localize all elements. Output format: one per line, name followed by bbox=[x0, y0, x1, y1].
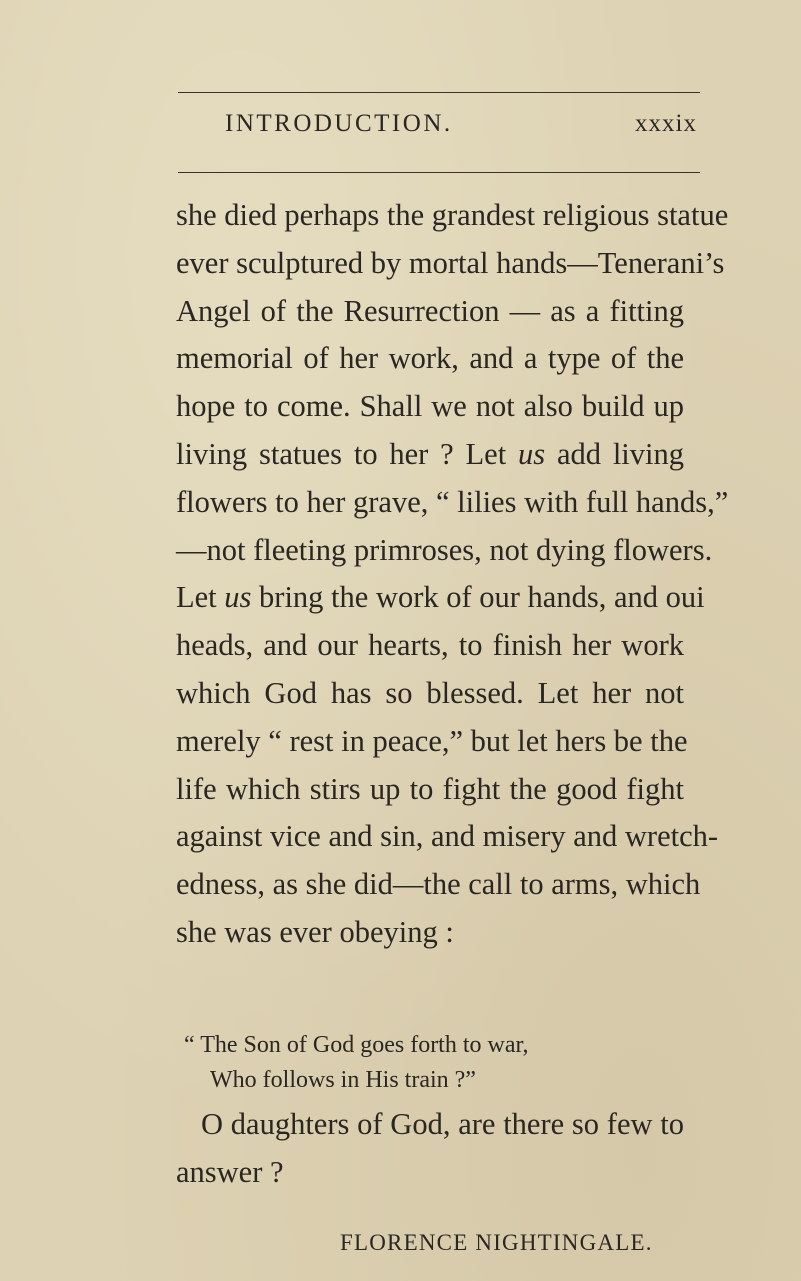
verse-quotation bbox=[176, 1028, 684, 1098]
verse-line: Who follows in His train ?” bbox=[210, 1067, 476, 1093]
author-signature: FLORENCE NIGHTINGALE. bbox=[340, 1230, 653, 1255]
body-paragraph bbox=[176, 192, 729, 957]
text-segment: Let bbox=[176, 580, 225, 615]
page-number: xxxix bbox=[635, 110, 697, 137]
text-line: heads, and our hearts, to finish her work bbox=[176, 628, 684, 663]
text-line: answer ? bbox=[176, 1154, 284, 1189]
italic-word: us bbox=[224, 580, 252, 615]
text-segment: bring the work of our hands, and oui bbox=[251, 580, 705, 615]
running-header bbox=[178, 110, 700, 150]
text-line: —not fleeting primroses, not dying flowers. bbox=[176, 532, 713, 567]
text-segment: add living bbox=[545, 436, 684, 471]
text-line: memorial of her work, and a type of the bbox=[176, 341, 684, 376]
text-line: which God has so blessed. Let her not bbox=[176, 675, 684, 710]
text-line: she died perhaps the grandest religious statue bbox=[176, 198, 729, 232]
text-segment: living statues to her ? Let bbox=[176, 436, 518, 471]
text-line: merely “ rest in peace,” but let hers be the bbox=[176, 723, 688, 758]
text-line: flowers to her grave, “ lilies with full hands,” bbox=[176, 484, 729, 519]
italic-word: us bbox=[518, 436, 546, 471]
text-line: Angel of the Resurrection — as a fitting bbox=[176, 293, 684, 328]
running-title: INTRODUCTION. bbox=[225, 110, 453, 137]
text-line: edness, as she did—the call to arms, which bbox=[176, 867, 701, 902]
text-line bbox=[176, 431, 684, 479]
text-line: life which stirs up to fight the good fight bbox=[176, 771, 684, 806]
header-bottom-rule bbox=[178, 172, 700, 173]
text-line bbox=[176, 574, 705, 622]
text-line: O daughters of God, are there so few to bbox=[201, 1107, 684, 1141]
closing-paragraph bbox=[176, 1101, 684, 1197]
text-line: ever sculptured by mortal hands—Tenerani’s bbox=[176, 245, 725, 280]
text-line: she was ever obeying : bbox=[176, 914, 454, 949]
header-top-rule bbox=[178, 92, 700, 93]
verse-line: “ The Son of God goes forth to war, bbox=[184, 1032, 529, 1058]
text-line: hope to come. Shall we not also build up bbox=[176, 389, 684, 424]
text-line: against vice and sin, and misery and wretch- bbox=[176, 819, 719, 854]
